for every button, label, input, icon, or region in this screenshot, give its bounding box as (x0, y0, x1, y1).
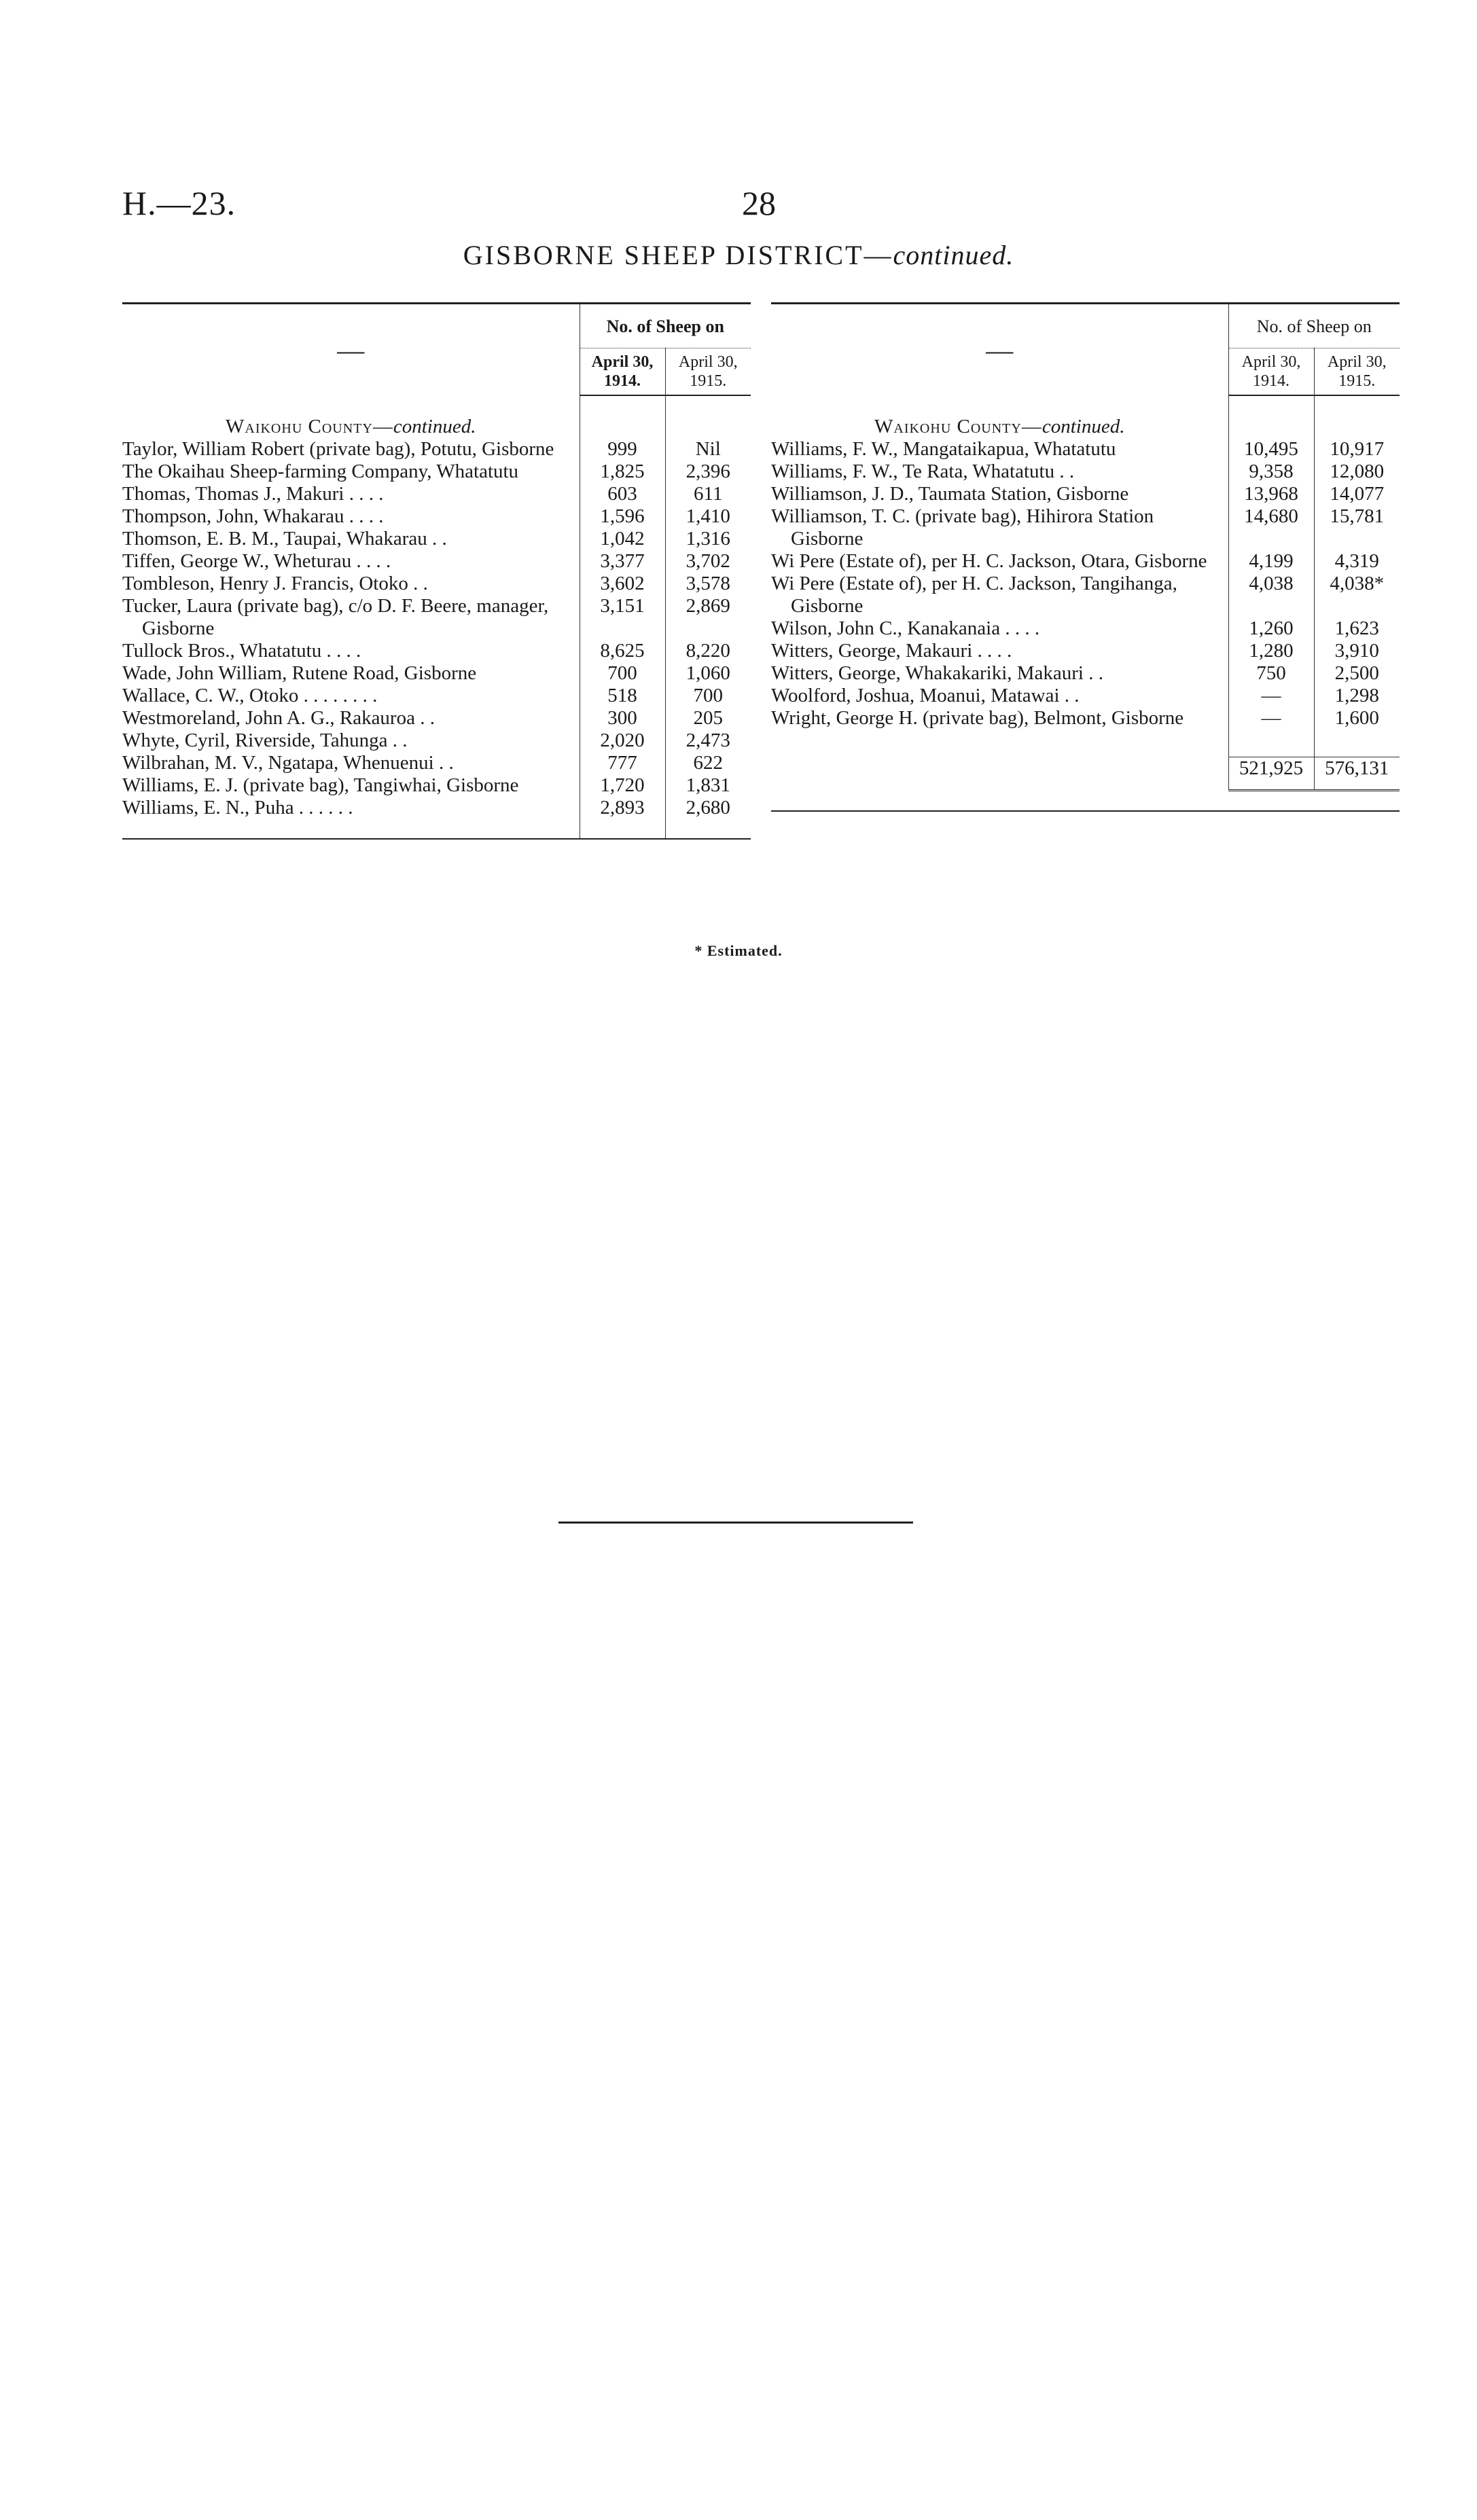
sheep-1914: 3,377 (580, 550, 665, 573)
owner-name: Tombleson, Henry J. Francis, Otoko . . (122, 573, 428, 594)
owner-name: Thomas, Thomas J., Makuri . . . . (122, 483, 384, 505)
sheep-1915: 1,623 (1314, 617, 1400, 640)
sheep-1914: 300 (580, 707, 665, 730)
page-number: 28 (742, 184, 776, 222)
owner-name: Williams, E. N., Puha . . . . . . (122, 797, 580, 839)
sheep-1914: 4,199 (1228, 550, 1314, 573)
owner-name: Wright, George H. (private bag), Belmont, Gisborne (771, 707, 1184, 729)
table-row (122, 797, 751, 839)
sheep-1915: 10,917 (1314, 438, 1400, 461)
sheep-1915: 2,680 (665, 797, 751, 839)
sheep-1915: 2,473 (665, 730, 751, 752)
sheep-1914: 603 (580, 483, 665, 505)
sheep-1915: 1,298 (1314, 685, 1400, 707)
owner-name: Wi Pere (Estate of), per H. C. Jackson, Otara, Gisborne (771, 550, 1207, 572)
title-continued: continued. (893, 240, 1014, 270)
sheep-1914: 13,968 (1228, 483, 1314, 505)
sheep-1915: 8,220 (665, 640, 751, 662)
owner-name: Whyte, Cyril, Riverside, Tahunga . . (122, 730, 408, 751)
owner-name: Williams, E. J. (private bag), Tangiwhai, Gisborne (122, 774, 519, 796)
page-code: H.—23. (122, 184, 236, 222)
county-name: Waikohu County— (874, 416, 1042, 437)
sheep-1915: 15,781 (1314, 505, 1400, 550)
owner-name: Wallace, C. W., Otoko . . . . . . . . (122, 685, 378, 706)
header-1915: April 30, 1915. (1314, 348, 1400, 396)
sheep-1914: 2,020 (580, 730, 665, 752)
sheep-1915: 4,319 (1314, 550, 1400, 573)
owner-name: Wi Pere (Estate of), per H. C. Jackson, Tangihanga, Gisborne (771, 573, 1177, 617)
table-row (771, 505, 1400, 550)
header-1915: April 30, 1915. (665, 348, 751, 396)
table-row (122, 528, 751, 550)
sheep-1914: — (1228, 685, 1314, 707)
sheep-1915: 3,910 (1314, 640, 1400, 662)
sheep-1915: 2,500 (1314, 662, 1400, 685)
sheep-1915: 2,869 (665, 595, 751, 640)
table-row (122, 707, 751, 730)
table-row (122, 573, 751, 595)
sheep-table-left (122, 302, 751, 840)
table-row (771, 685, 1400, 707)
table-row (122, 505, 751, 528)
owner-name: Williamson, T. C. (private bag), Hihirora Station Gisborne (771, 505, 1154, 550)
header-group: No. of Sheep on (1228, 304, 1400, 348)
owner-name: Taylor, William Robert (private bag), Potutu, Gisborne (122, 438, 554, 460)
owner-name: Thompson, John, Whakarau . . . . (122, 505, 384, 527)
footnote: * Estimated. (694, 942, 783, 959)
sheep-1915: 1,410 (665, 505, 751, 528)
county-heading (122, 395, 580, 438)
sheep-1914: 518 (580, 685, 665, 707)
table-row (122, 662, 751, 685)
owner-name: Wilson, John C., Kanakanaia . . . . (771, 617, 1040, 639)
sheep-1915: 3,578 (665, 573, 751, 595)
page-title (0, 239, 1477, 271)
sheep-1915: 12,080 (1314, 461, 1400, 483)
owner-name: Williams, F. W., Mangataikapua, Whatatutu (771, 438, 1116, 460)
county-name: Waikohu County— (226, 416, 393, 437)
sheep-1914: 1,260 (1228, 617, 1314, 640)
header-1914: April 30, 1914. (580, 348, 665, 396)
sheep-1915: 611 (665, 483, 751, 505)
title-main: GISBORNE SHEEP DISTRICT— (463, 240, 893, 270)
table-row (771, 573, 1400, 617)
total-row (771, 757, 1400, 790)
owner-name: Wade, John William, Rutene Road, Gisborne (122, 662, 477, 684)
table-row (771, 483, 1400, 505)
sheep-1914: — (1228, 707, 1314, 730)
sheep-1915: 4,038* (1314, 573, 1400, 617)
sheep-1914: 1,720 (580, 774, 665, 797)
owner-name: Thomson, E. B. M., Taupai, Whakarau . . (122, 528, 447, 550)
table-row (771, 617, 1400, 640)
table-row (122, 483, 751, 505)
sheep-1915: 3,702 (665, 550, 751, 573)
sheep-1915: 14,077 (1314, 483, 1400, 505)
sheep-table-right (771, 302, 1400, 812)
owner-name: The Okaihau Sheep-farming Company, Whatatutu (122, 461, 519, 482)
header-dash: — (122, 304, 580, 396)
owner-name: Tiffen, George W., Wheturau . . . . (122, 550, 391, 572)
owner-name: Woolford, Joshua, Moanui, Matawai . . (771, 685, 1080, 706)
sheep-1914: 999 (580, 438, 665, 461)
owner-name: Witters, George, Makauri . . . . (771, 640, 1012, 662)
owner-name: Witters, George, Whakakariki, Makauri . . (771, 662, 1103, 684)
owner-name: Williamson, J. D., Taumata Station, Gisborne (771, 483, 1129, 505)
sheep-1914: 14,680 (1228, 505, 1314, 550)
sheep-1914: 1,825 (580, 461, 665, 483)
header-group: No. of Sheep on (580, 304, 751, 348)
sheep-1915: 622 (665, 752, 751, 774)
sheep-1914: 10,495 (1228, 438, 1314, 461)
table-row (122, 640, 751, 662)
owner-name: Tucker, Laura (private bag), c/o D. F. Beere, manager, Gisborne (122, 595, 549, 639)
sheep-1915: 1,060 (665, 662, 751, 685)
divider-rule (558, 1522, 913, 1524)
table-row (771, 461, 1400, 483)
total-1914: 521,925 (1228, 757, 1314, 790)
sheep-1914: 8,625 (580, 640, 665, 662)
table-row (771, 707, 1400, 730)
sheep-1914: 3,151 (580, 595, 665, 640)
county-heading (771, 395, 1228, 438)
owner-name: Tullock Bros., Whatatutu . . . . (122, 640, 361, 662)
table-row (122, 730, 751, 752)
sheep-1915: 2,396 (665, 461, 751, 483)
table-row (122, 438, 751, 461)
table-row (122, 550, 751, 573)
table-row (771, 438, 1400, 461)
county-continued: continued. (1042, 416, 1125, 437)
sheep-1914: 9,358 (1228, 461, 1314, 483)
table-row (122, 595, 751, 640)
sheep-1915: Nil (665, 438, 751, 461)
owner-name: Westmoreland, John A. G., Rakauroa . . (122, 707, 435, 729)
table-row (122, 752, 751, 774)
sheep-1914: 700 (580, 662, 665, 685)
table-row (122, 461, 751, 483)
sheep-1915: 700 (665, 685, 751, 707)
sheep-1914: 4,038 (1228, 573, 1314, 617)
sheep-1914: 777 (580, 752, 665, 774)
table-row (771, 550, 1400, 573)
sheep-1915: 1,600 (1314, 707, 1400, 730)
sheep-1914: 2,893 (580, 797, 665, 839)
sheep-1914: 3,602 (580, 573, 665, 595)
sheep-1915: 1,316 (665, 528, 751, 550)
county-continued: continued. (393, 416, 476, 437)
sheep-1915: 205 (665, 707, 751, 730)
total-1915: 576,131 (1314, 757, 1400, 790)
table-row (771, 640, 1400, 662)
sheep-1914: 1,596 (580, 505, 665, 528)
table-row (771, 662, 1400, 685)
sheep-1914: 1,280 (1228, 640, 1314, 662)
sheep-1914: 1,042 (580, 528, 665, 550)
owner-name: Wilbrahan, M. V., Ngatapa, Whenuenui . . (122, 752, 454, 774)
sheep-1915: 1,831 (665, 774, 751, 797)
table-row (122, 685, 751, 707)
header-dash: — (771, 304, 1228, 396)
owner-name: Williams, F. W., Te Rata, Whatatutu . . (771, 461, 1075, 482)
table-row (122, 774, 751, 797)
header-1914: April 30, 1914. (1228, 348, 1314, 396)
sheep-1914: 750 (1228, 662, 1314, 685)
